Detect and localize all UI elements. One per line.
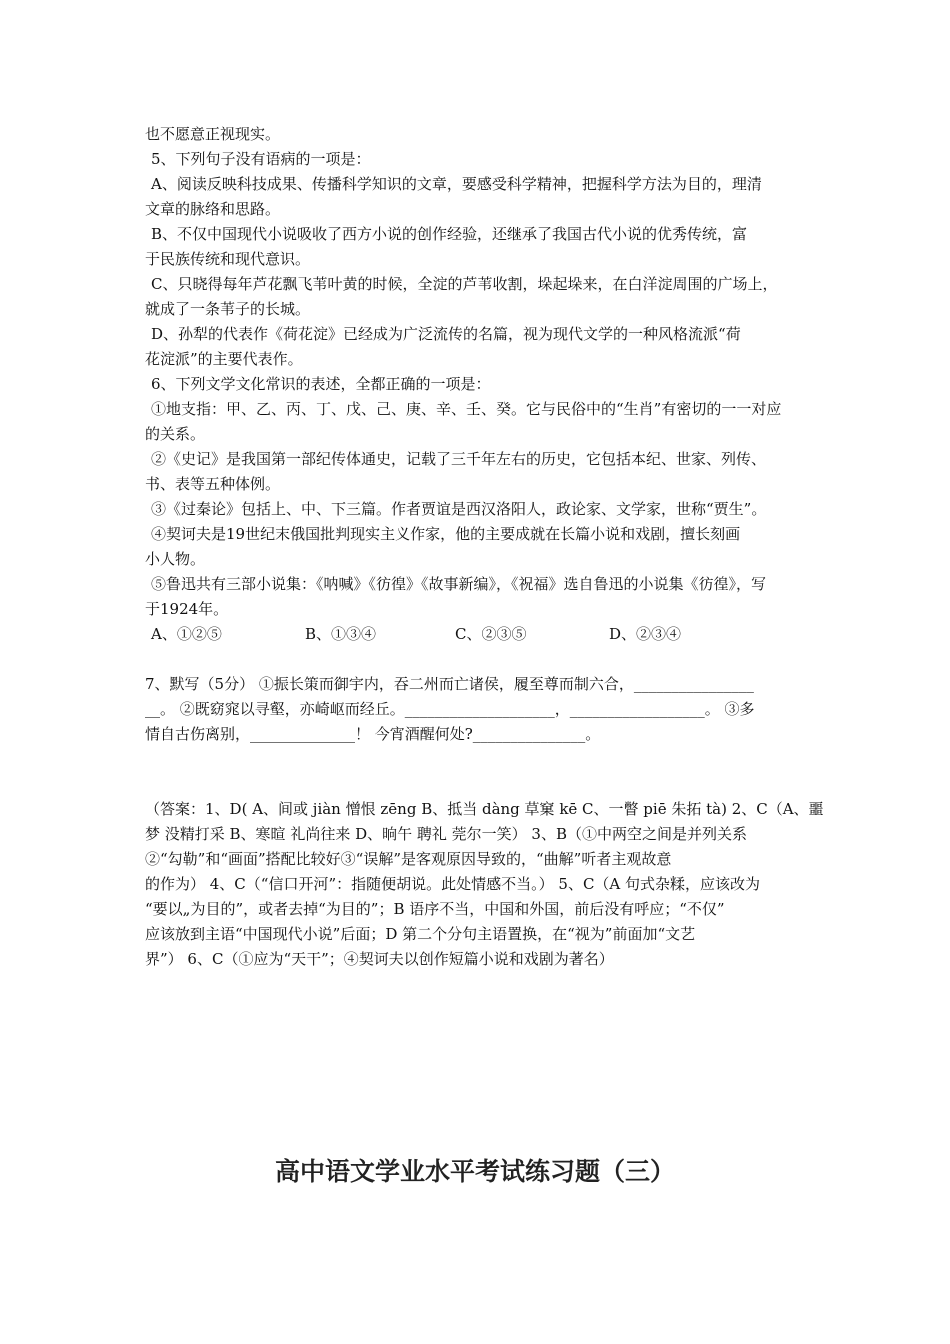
option-c: C、②③⑤	[455, 625, 527, 643]
answer-line: 界”） 6、C（①应为“天干”；④契诃夫以创作短篇小说和戏剧为著名）	[145, 950, 614, 968]
answer-line: ②“勾勒”和“画面”搭配比较好③“误解”是客观原因导致的，“曲解”听者主观故意	[145, 850, 672, 868]
section-title: 高中语文学业水平考试练习题（三）	[274, 1157, 675, 1186]
question-7-line: __。 ②既窈窕以寻壑，亦崎岖而经丘。____________________，__________________。 ③多	[145, 700, 755, 718]
answer-line: “要以„为目的”，或者去掉“为目的”；B 语序不当，中国和外国，前后没有呼应；“不仅”	[145, 900, 725, 918]
text-line: ②《史记》是我国第一部纪传体通史，记载了三千年左右的历史，它包括本纪、世家、列传、	[151, 450, 767, 468]
text-line: ①地支指：甲、乙、丙、丁、戊、己、庚、辛、壬、癸。它与民俗中的“生肖”有密切的一一对应	[151, 400, 782, 418]
question-6-options	[145, 622, 817, 647]
answer-line: 的作为） 4、C（“信口开河”：指随便胡说。此处情感不当。） 5、C（A 句式杂糅，应该改为	[145, 875, 761, 893]
question-6-stem: 6、下列文学文化常识的表述，全都正确的一项是：	[151, 375, 491, 393]
text-line: 花淀派”的主要代表作。	[145, 350, 303, 368]
question-7-line: 7、默写（5分） ①振长策而御宇内，吞二州而亡诸侯，履至尊而制六合，________________	[145, 675, 754, 693]
text-line: 的关系。	[145, 425, 206, 443]
option-b: B、①③④	[305, 625, 377, 643]
text-line: C、只晓得每年芦花飘飞苇叶黄的时候，全淀的芦苇收割，垛起垛来，在白洋淀周围的广场上，	[151, 275, 778, 293]
text-line: 书、表等五种体例。	[145, 475, 281, 493]
text-line: D、孙犁的代表作《荷花淀》已经成为广泛流传的名篇，视为现代文学的一种风格流派“荷	[151, 325, 741, 343]
question-7-line: 情自古伤离别，______________！ 今宵酒醒何处?_______________。	[145, 725, 601, 743]
text-line: 于1924年。	[145, 600, 229, 618]
spacer	[145, 747, 817, 797]
question-5-stem: 5、下列句子没有语病的一项是：	[151, 150, 371, 168]
answer-line: （答案：1、D( A、间或 jiàn 憎恨 zēng B、抵当 dàng 草窠 kē C、一瞥 piē 朱拓 tà) 2、C（A、噩	[145, 800, 824, 818]
text-line: 小人物。	[145, 550, 206, 568]
text-line: 也不愿意正视现实。	[145, 125, 281, 143]
text-line: 文章的脉络和思路。	[145, 200, 281, 218]
answer-line: 应该放到主语“中国现代小说”后面；D 第二个分句主语置换，在“视为”前面加“文艺	[145, 925, 696, 943]
text-line: ⑤鲁迅共有三部小说集：《呐喊》《彷徨》《故事新编》，《祝福》选自鲁迅的小说集《彷徨》，写	[151, 575, 767, 593]
answer-line: 梦 没精打采 B、寒暄 礼尚往来 D、晌午 聘礼 莞尔一笑） 3、B（①中两空之间是并列关系	[145, 825, 747, 843]
text-line: A、阅读反映科技成果、传播科学知识的文章，要感受科学精神，把握科学方法为目的，理清	[151, 175, 762, 193]
option-d: D、②③④	[609, 625, 682, 643]
document-body	[145, 122, 824, 972]
text-line: 于民族传统和现代意识。	[145, 250, 311, 268]
spacer	[145, 647, 817, 672]
text-line: ④契诃夫是19世纪末俄国批判现实主义作家，他的主要成就在长篇小说和戏剧，擅长刻画	[151, 525, 741, 543]
text-line: ③《过秦论》包括上、中、下三篇。作者贾谊是西汉洛阳人，政论家、文学家，世称“贾生”。	[151, 500, 767, 518]
text-line: B、不仅中国现代小说吸收了西方小说的创作经验，还继承了我国古代小说的优秀传统，富	[151, 225, 748, 243]
text-line: 就成了一条苇子的长城。	[145, 300, 311, 318]
option-a: A、①②⑤	[151, 625, 222, 643]
